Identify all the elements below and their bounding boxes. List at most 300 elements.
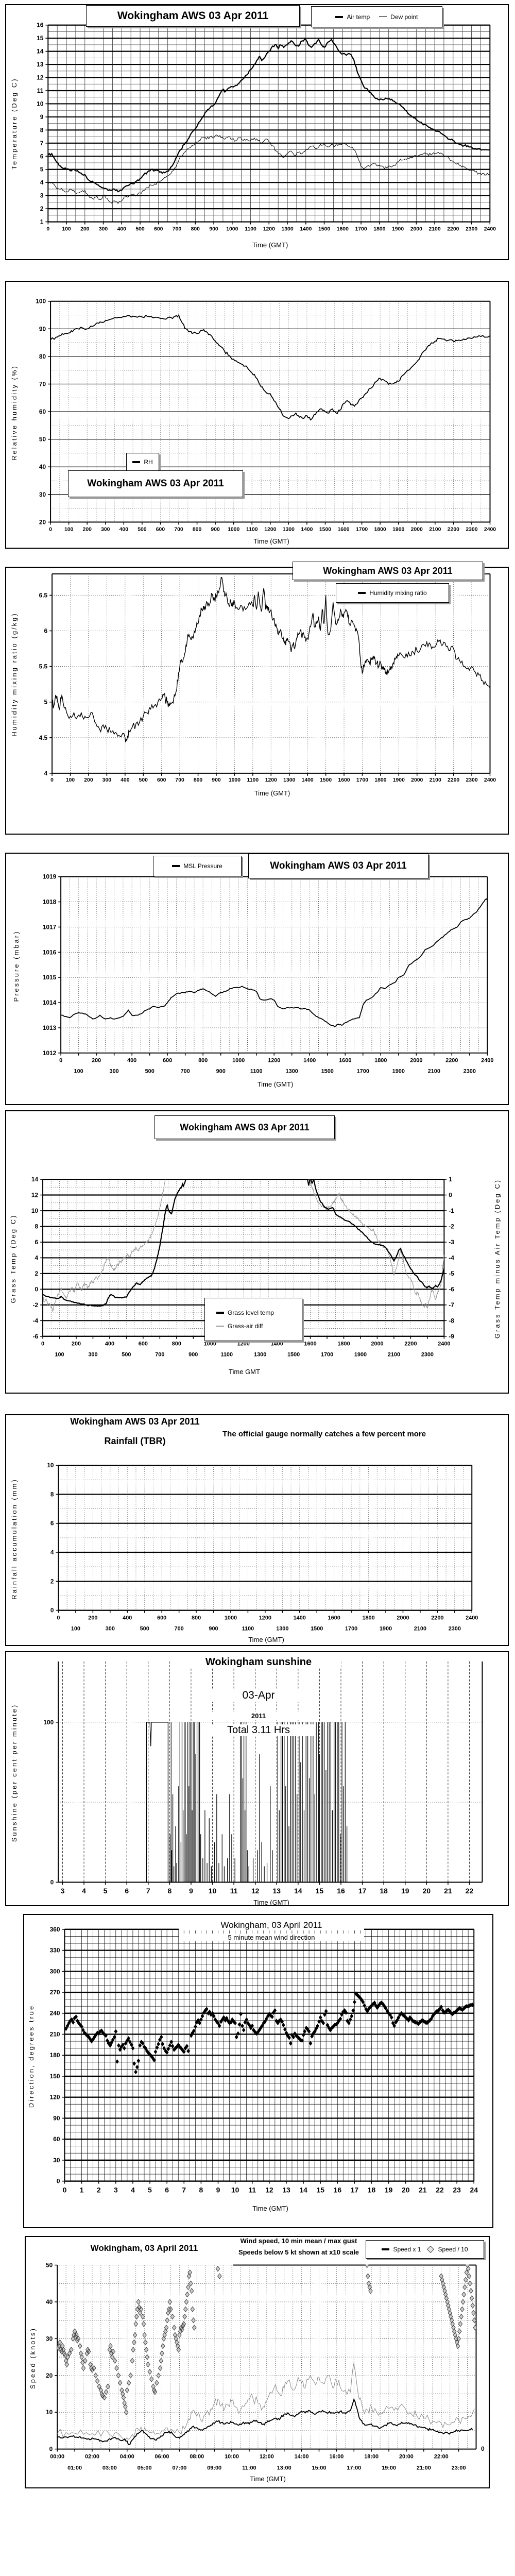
svg-text:200: 200 [84,777,93,783]
svg-text:210: 210 [49,2030,60,2038]
svg-text:700: 700 [180,1068,190,1075]
legend-item-grass-temp [216,1309,274,1316]
svg-text:8: 8 [167,1887,172,1895]
svg-text:900: 900 [209,226,218,232]
svg-text:1200: 1200 [259,1615,271,1621]
svg-text:2300: 2300 [466,777,478,783]
svg-text:20: 20 [39,518,46,526]
svg-text:1000: 1000 [226,226,238,232]
svg-text:200: 200 [92,1057,101,1064]
svg-text:09:00: 09:00 [207,2465,222,2471]
svg-text:12: 12 [265,2185,273,2194]
svg-text:2000: 2000 [410,226,422,232]
thick-line-icon [335,16,343,18]
svg-text:17: 17 [358,1887,367,1895]
svg-text:700: 700 [175,777,184,783]
svg-text:10: 10 [208,1887,217,1895]
svg-text:-6: -6 [449,1285,454,1293]
legend-item-speed-div10 [428,2246,468,2253]
svg-text:19:00: 19:00 [382,2465,397,2471]
x-axis-title: Time (GMT) [257,1080,294,1088]
svg-text:4.5: 4.5 [39,734,48,741]
svg-text:08:00: 08:00 [190,2453,204,2460]
svg-text:50: 50 [39,435,46,443]
svg-text:2: 2 [50,1578,54,1585]
y-axis-title: Relative humidity (%) [10,365,18,461]
svg-text:0: 0 [50,1878,54,1886]
svg-text:50: 50 [46,2261,53,2269]
svg-text:6.5: 6.5 [39,591,48,599]
thick-line-icon [132,461,140,463]
x-axis-title: Time (GMT) [252,2205,288,2212]
chart-title-box [68,470,243,497]
svg-text:1800: 1800 [374,777,387,783]
svg-text:90: 90 [53,2114,60,2122]
svg-text:7: 7 [40,139,44,147]
svg-text:10: 10 [47,1462,54,1469]
y-axis-title: Humidity mixing ratio (g/kg) [10,612,18,737]
svg-text:1300: 1300 [285,1068,298,1075]
svg-text:1800: 1800 [373,226,386,232]
svg-text:6: 6 [50,1519,54,1527]
wind-direction-plot [24,1915,492,2227]
svg-text:10: 10 [37,100,44,108]
svg-text:100: 100 [71,1625,80,1632]
svg-text:300: 300 [109,1068,119,1075]
x-axis-title: Time GMT [229,1368,260,1376]
wind-direction-chart [23,1914,493,2228]
svg-text:3: 3 [113,2185,118,2194]
svg-text:1015: 1015 [42,974,57,981]
svg-text:2000: 2000 [411,777,423,783]
svg-text:500: 500 [122,1351,131,1358]
svg-text:19: 19 [401,1887,409,1895]
chart-subtitle-line1: Wind speed, 10 min mean / max gust [240,2237,357,2245]
svg-text:1300: 1300 [276,1625,289,1632]
svg-text:900: 900 [212,777,221,783]
svg-text:12: 12 [31,1191,39,1199]
svg-text:1300: 1300 [283,777,296,783]
svg-text:21: 21 [419,2185,427,2194]
svg-text:200: 200 [80,226,90,232]
line-swatch-icon [358,592,366,594]
svg-text:1700: 1700 [356,527,368,533]
legend-box [153,856,242,876]
wind-speed-chart [25,2236,490,2488]
svg-text:4: 4 [44,769,48,777]
svg-text:1700: 1700 [356,777,369,783]
svg-text:800: 800 [192,527,202,533]
legend-label: Speed x 1 [393,2246,421,2253]
legend-item-speed-x1 [382,2246,421,2253]
thin-line-icon [379,16,387,18]
legend-label: Grass level temp [228,1309,274,1316]
svg-text:1900: 1900 [392,527,405,533]
y2-axis-title: Grass Temp minus Air Temp (Deg C) [493,1178,501,1339]
svg-text:600: 600 [157,777,166,783]
svg-text:2300: 2300 [448,1625,461,1632]
svg-text:13:00: 13:00 [277,2465,291,2471]
y-axis-title: Temperature (Deg C) [10,77,18,170]
svg-text:120: 120 [49,2093,60,2101]
svg-text:1600: 1600 [337,527,350,533]
y-axis-title: Direction, degrees true [27,2004,35,2108]
svg-text:8: 8 [40,126,44,134]
svg-text:1200: 1200 [264,527,277,533]
svg-text:1000: 1000 [232,1057,245,1064]
svg-text:400: 400 [119,527,129,533]
svg-text:1600: 1600 [339,1057,352,1064]
svg-text:200: 200 [71,1341,81,1347]
svg-text:1400: 1400 [300,226,312,232]
svg-text:1200: 1200 [265,777,277,783]
svg-text:01:00: 01:00 [67,2465,82,2471]
svg-text:18: 18 [367,2185,376,2194]
svg-text:500: 500 [135,226,145,232]
svg-text:8: 8 [199,2185,203,2194]
svg-text:14:00: 14:00 [294,2453,309,2460]
relative-humidity-chart [5,281,509,549]
gray-line-icon [216,1326,224,1327]
grass-temp-chart [5,1110,509,1394]
svg-text:15: 15 [316,2185,324,2194]
svg-text:11: 11 [248,2185,256,2194]
svg-text:1500: 1500 [287,1351,300,1358]
svg-text:10: 10 [31,1207,39,1214]
svg-text:13: 13 [282,2185,290,2194]
svg-text:330: 330 [49,1946,60,1954]
svg-text:10: 10 [46,2409,53,2416]
svg-text:1800: 1800 [374,1057,387,1064]
svg-text:1300: 1300 [254,1351,267,1358]
svg-text:20: 20 [46,2371,53,2379]
svg-text:400: 400 [121,777,130,783]
svg-text:0: 0 [59,1057,63,1064]
svg-text:60: 60 [39,408,46,416]
svg-text:1900: 1900 [354,1351,367,1358]
svg-text:18:00: 18:00 [364,2453,379,2460]
svg-text:15: 15 [315,1887,324,1895]
legend-label: MSL Pressure [183,862,222,870]
svg-text:0: 0 [50,1606,54,1614]
svg-text:100: 100 [43,1718,54,1726]
svg-text:700: 700 [174,527,183,533]
svg-text:2200: 2200 [445,1057,458,1064]
svg-text:21: 21 [444,1887,452,1895]
legend-box [126,453,159,471]
svg-text:11: 11 [230,1887,238,1895]
svg-text:10:00: 10:00 [225,2453,239,2460]
x-axis-title: Time (GMT) [248,1636,284,1643]
svg-text:13: 13 [37,61,44,69]
svg-text:16: 16 [337,1887,345,1895]
svg-text:20:00: 20:00 [399,2453,414,2460]
svg-text:1500: 1500 [319,527,332,533]
svg-text:1700: 1700 [355,226,367,232]
svg-text:02:00: 02:00 [85,2453,99,2460]
x-axis-title: Time (GMT) [252,241,288,249]
svg-text:1900: 1900 [379,1625,392,1632]
svg-text:800: 800 [191,226,200,232]
svg-text:200: 200 [82,527,92,533]
chart-title: Wokingham AWS 03 Apr 2011 [270,860,407,871]
legend-box [366,2240,484,2259]
svg-text:1019: 1019 [42,873,57,880]
svg-text:6: 6 [44,627,48,635]
svg-text:-1: -1 [449,1207,454,1214]
svg-text:900: 900 [211,527,220,533]
svg-text:30: 30 [39,490,46,498]
svg-text:11: 11 [37,87,44,94]
svg-text:1100: 1100 [250,1068,263,1075]
legend-label: Air temp [347,13,370,21]
svg-text:9: 9 [189,1887,193,1895]
svg-text:300: 300 [101,527,110,533]
svg-text:12:00: 12:00 [259,2453,274,2460]
svg-text:0: 0 [62,2185,67,2194]
chart-title-line1: Wokingham AWS 03 Apr 2011 [37,1416,233,1427]
sunshine-chart [5,1651,509,1906]
svg-text:1800: 1800 [337,1341,350,1347]
svg-text:2: 2 [96,2185,101,2194]
svg-text:19: 19 [384,2185,393,2194]
svg-text:700: 700 [155,1351,165,1358]
rainfall-chart [5,1414,509,1646]
svg-text:4: 4 [50,1548,54,1556]
grass-temp-plot [6,1111,508,1393]
svg-text:11:00: 11:00 [242,2465,256,2471]
svg-text:-9: -9 [449,1332,454,1340]
rainfall-plot [6,1415,508,1645]
svg-text:2400: 2400 [481,1057,494,1064]
thick-line-icon [216,1312,224,1314]
thick-line-icon [382,2248,389,2250]
svg-text:0: 0 [49,527,53,533]
wind-speed-plot [26,2237,489,2487]
svg-text:16:00: 16:00 [329,2453,344,2460]
svg-text:2000: 2000 [410,527,423,533]
svg-text:100: 100 [65,777,75,783]
svg-text:15: 15 [37,35,44,42]
svg-text:100: 100 [62,226,71,232]
svg-text:1100: 1100 [220,1351,233,1358]
svg-text:2000: 2000 [410,1057,423,1064]
svg-text:1500: 1500 [321,1068,334,1075]
svg-text:270: 270 [49,1988,60,1996]
svg-text:4: 4 [40,179,44,187]
svg-text:1400: 1400 [301,777,314,783]
svg-text:360: 360 [49,1925,60,1933]
chart-title: Wokingham, 03 April 2011 [179,1920,364,1930]
svg-text:100: 100 [64,527,74,533]
svg-text:60: 60 [53,2136,60,2143]
svg-text:2300: 2300 [421,1351,434,1358]
svg-text:1700: 1700 [320,1351,334,1358]
svg-text:-4: -4 [449,1254,454,1262]
svg-text:14: 14 [299,2185,307,2194]
x-axis-title: Time (GMT) [253,537,289,545]
legend-label: RH [144,459,153,466]
svg-text:2300: 2300 [466,527,478,533]
svg-text:2300: 2300 [463,1068,476,1075]
svg-text:30: 30 [53,2156,60,2164]
svg-text:400: 400 [123,1615,132,1621]
svg-text:1000: 1000 [228,777,241,783]
svg-text:6: 6 [125,1887,129,1895]
svg-text:2100: 2100 [414,1625,427,1632]
svg-text:600: 600 [156,527,165,533]
svg-text:1800: 1800 [362,1615,375,1621]
svg-text:12: 12 [37,74,44,81]
chart-title-line2: Rainfall (TBR) [37,1436,233,1447]
svg-text:1100: 1100 [242,1625,254,1632]
chart-title-box [86,5,300,27]
svg-text:1200: 1200 [263,226,275,232]
svg-text:1018: 1018 [42,898,57,906]
svg-text:1900: 1900 [392,777,405,783]
chart-title: Wokingham AWS 03 Apr 2011 [180,1122,310,1132]
svg-text:6: 6 [35,1238,39,1246]
svg-text:1000: 1000 [203,1341,216,1347]
chart-title-line2: 03-Apr [202,1689,315,1702]
svg-text:2300: 2300 [466,226,478,232]
svg-text:1600: 1600 [304,1341,317,1347]
svg-text:2400: 2400 [438,1341,451,1347]
svg-text:1100: 1100 [246,527,258,533]
svg-text:1400: 1400 [270,1341,283,1347]
svg-text:10: 10 [231,2185,239,2194]
svg-text:-3: -3 [449,1238,454,1246]
svg-text:30: 30 [46,2335,53,2343]
svg-text:2100: 2100 [428,226,441,232]
svg-text:12: 12 [251,1887,260,1895]
y-axis-title: Rainfall accumulation (mm) [10,1478,18,1600]
svg-text:500: 500 [145,1068,154,1075]
svg-text:500: 500 [139,777,148,783]
svg-text:7: 7 [146,1887,150,1895]
svg-text:100: 100 [36,297,46,305]
svg-text:1100: 1100 [245,226,256,232]
mixing-ratio-chart [5,567,509,835]
svg-text:1: 1 [40,218,44,226]
svg-text:500: 500 [138,527,147,533]
svg-text:17:00: 17:00 [347,2465,362,2471]
svg-text:1400: 1400 [293,1615,306,1621]
y-axis-title: Pressure (mbar) [12,930,20,1002]
chart-title-box [154,1115,335,1139]
svg-text:23:00: 23:00 [451,2465,466,2471]
y-axis-title: Speed (knots) [29,2327,37,2389]
svg-text:400: 400 [105,1341,115,1347]
chart-title-line3: 2011 [202,1712,315,1720]
svg-text:14: 14 [37,47,44,55]
svg-text:1900: 1900 [391,226,404,232]
chart-title: Wokingham AWS 03 Apr 2011 [87,478,224,489]
svg-text:-5: -5 [449,1269,454,1277]
svg-text:16: 16 [37,21,44,29]
svg-text:400: 400 [117,226,126,232]
pressure-plot [6,854,508,1104]
svg-text:1500: 1500 [318,226,331,232]
svg-text:1200: 1200 [237,1341,250,1347]
svg-text:300: 300 [49,1968,60,1975]
chart-title-line1: Wokingham sunshine [176,1656,341,1668]
svg-text:8: 8 [35,1223,39,1230]
svg-text:2: 2 [35,1269,39,1277]
svg-text:18: 18 [380,1887,388,1895]
svg-text:500: 500 [140,1625,149,1632]
svg-text:05:00: 05:00 [137,2465,152,2471]
svg-text:23: 23 [453,2185,461,2194]
svg-text:2400: 2400 [466,1615,478,1621]
chart-title: Wokingham AWS 03 Apr 2011 [117,10,269,22]
svg-text:100: 100 [55,1351,64,1358]
svg-text:180: 180 [49,2052,60,2059]
svg-text:1600: 1600 [336,226,349,232]
svg-text:300: 300 [98,226,108,232]
svg-text:2400: 2400 [484,226,496,232]
svg-text:1012: 1012 [42,1049,57,1057]
svg-text:-4: -4 [32,1317,39,1325]
svg-text:20: 20 [402,2185,410,2194]
svg-text:1900: 1900 [392,1068,405,1075]
svg-text:1400: 1400 [303,1057,316,1064]
gauge-note: The official gauge normally catches a few percent more [222,1430,426,1438]
svg-text:1000: 1000 [228,527,240,533]
svg-text:2100: 2100 [429,527,441,533]
svg-text:07:00: 07:00 [172,2465,187,2471]
svg-text:1400: 1400 [301,527,313,533]
x-axis-title: Time (GMT) [254,789,290,797]
svg-text:1017: 1017 [42,923,57,931]
legend-box [336,583,449,603]
svg-text:20: 20 [422,1887,431,1895]
relative-humidity-plot [6,282,508,548]
svg-text:9: 9 [216,2185,220,2194]
svg-text:7: 7 [182,2185,186,2194]
right-axis-zero: 0 [481,2445,485,2452]
legend-item-dew-point [379,13,418,21]
svg-text:14: 14 [294,1887,302,1895]
legend-box [204,1298,302,1341]
legend-label: Humidity mixing ratio [369,589,427,597]
svg-text:1500: 1500 [311,1625,323,1632]
svg-text:5: 5 [148,2185,152,2194]
svg-text:40: 40 [39,463,46,471]
svg-text:-2: -2 [32,1301,39,1309]
chart-title: Wokingham AWS 03 Apr 2011 [323,565,453,576]
svg-text:700: 700 [172,226,182,232]
svg-text:600: 600 [157,1615,167,1621]
svg-text:2000: 2000 [397,1615,409,1621]
x-axis-title: Time (GMT) [250,2475,286,2483]
svg-text:0: 0 [50,777,54,783]
svg-text:1: 1 [449,1176,452,1183]
svg-text:1600: 1600 [328,1615,340,1621]
svg-text:4: 4 [82,1887,86,1895]
y-axis-title: Grass Temp (Deg C) [9,1214,17,1303]
svg-text:0: 0 [57,1615,60,1621]
legend-item-air-temp [335,13,370,21]
svg-text:600: 600 [138,1341,148,1347]
svg-text:900: 900 [216,1068,226,1075]
svg-text:150: 150 [49,2072,60,2080]
svg-text:22: 22 [465,1887,474,1895]
svg-text:0: 0 [46,226,50,232]
svg-text:1300: 1300 [282,527,295,533]
svg-text:0: 0 [41,1341,45,1347]
svg-text:4: 4 [131,2185,135,2194]
